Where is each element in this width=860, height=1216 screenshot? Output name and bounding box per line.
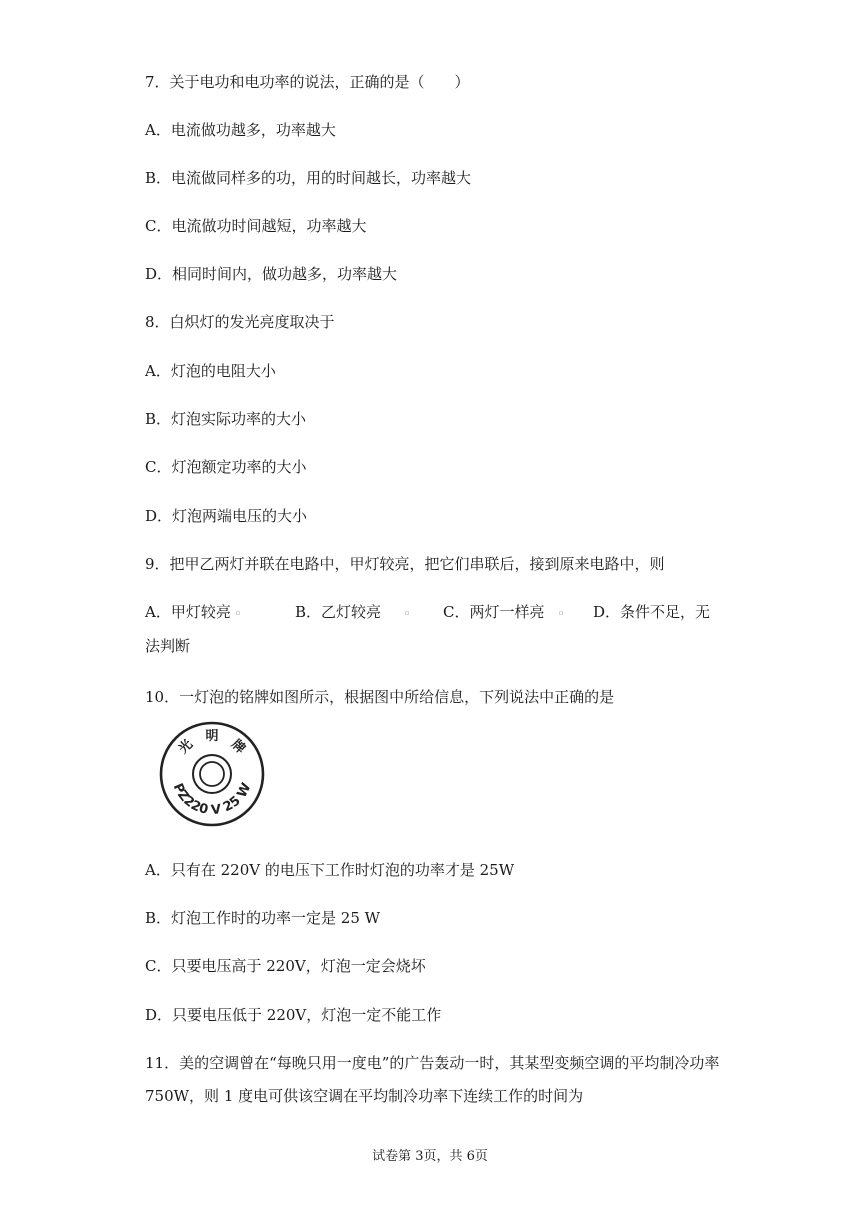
question-7-option-c: C．电流做功时间越短，功率越大 — [145, 217, 367, 235]
question-7-option-d: D．相同时间内，做功越多，功率越大 — [145, 265, 398, 283]
question-10-stem: 10．一灯泡的铭牌如图所示，根据图中所给信息，下列说法中正确的是 — [145, 688, 615, 706]
question-9-stem: 9．把甲乙两灯并联在电路中，甲灯较亮，把它们串联后，接到原来电路中，则 — [145, 555, 665, 573]
question-7-stem: 7．关于电功和电功率的说法，正确的是（ ） — [145, 73, 470, 91]
nameplate-spec-text: PZ220 V 25 W — [169, 780, 255, 819]
question-7-option-a: A．电流做功越多，功率越大 — [145, 121, 336, 139]
dot-icon: ▫ — [558, 609, 564, 617]
question-9-option-a: A．甲灯较亮 — [145, 603, 231, 621]
question-9-option-b: B．乙灯较亮 — [295, 603, 382, 621]
question-9-option-c-cell — [443, 602, 593, 623]
question-9-option-b-cell — [295, 602, 443, 623]
question-9-option-a-cell — [145, 602, 295, 623]
question-8-stem: 8．白炽灯的发光亮度取决于 — [145, 313, 335, 331]
dot-icon: ▫ — [404, 609, 410, 617]
question-8-option-a: A．灯泡的电阻大小 — [145, 362, 276, 380]
question-9-option-c: C．两灯一样亮 — [443, 603, 545, 621]
nameplate-brand-text: 光 明 牌 — [176, 729, 248, 757]
bulb-nameplate-figure — [158, 720, 266, 828]
question-8-option-c: C．灯泡额定功率的大小 — [145, 458, 307, 476]
page-footer: 试卷第 3页，共 6页 — [372, 1149, 488, 1164]
question-11-stem-line-1: 11．美的空调曾在“每晚只用一度电”的广告轰动一时，其某型变频空调的平均制冷功率 — [145, 1054, 720, 1072]
question-8-option-d: D．灯泡两端电压的大小 — [145, 507, 308, 525]
question-11-stem-line-2: 750W，则 1 度电可供该空调在平均制冷功率下连续工作的时间为 — [145, 1087, 584, 1105]
question-10-option-b: B．灯泡工作时的功率一定是 25 W — [145, 909, 381, 927]
question-10-option-a: A．只有在 220V 的电压下工作时灯泡的功率才是 25W — [145, 861, 515, 879]
question-10-option-d: D．只要电压低于 220V，灯泡一定不能工作 — [145, 1006, 442, 1024]
question-7-option-b: B．电流做同样多的功，用的时间越长，功率越大 — [145, 169, 472, 187]
question-9-option-d-continued: 法判断 — [145, 637, 191, 655]
question-10-option-c: C．只要电压高于 220V，灯泡一定会烧坏 — [145, 957, 426, 975]
question-8-option-b: B．灯泡实际功率的大小 — [145, 410, 307, 428]
question-9-options — [145, 602, 710, 623]
nameplate-middle-ring — [193, 755, 231, 793]
nameplate-inner-ring — [200, 762, 224, 786]
dot-icon: ▫ — [235, 609, 241, 617]
question-9-option-d: D．条件不足，无 — [593, 603, 711, 621]
